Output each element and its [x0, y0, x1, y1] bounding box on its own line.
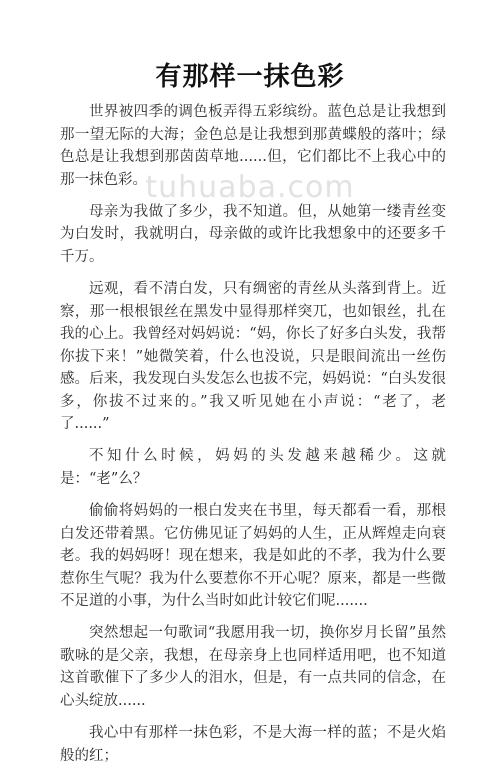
paragraph: 远观，看不清白发，只有绸密的青丝从头落到背上。近察，那一根根银丝在黑发中显得那样突兀，也如银丝，扎在我的心上。我曾经对妈妈说：“妈，你长了好多白头发，我帮你拔下来！”她微笑着，什么也没说，只是眼间流出一丝伤感。后来，我发现白头发怎么也拔不完，妈妈说：“白头发很多，你拔不过来的。”我又听见她在小声说：“老了，老了......”: [60, 281, 446, 433]
paragraph: 我心中有那样一抹色彩，不是大海一样的蓝；不是火焰般的红；: [60, 725, 446, 764]
paragraph: 不知什么时候，妈妈的头发越来越稀少。这就是：“老”么？: [60, 448, 446, 487]
paragraph: 母亲为我做了多少，我不知道。但，从她第一缕青丝变为白发时，我就明白，母亲做的或许比我想象中的还要多千千万。: [60, 203, 446, 265]
paragraph: 世界被四季的调色板弄得五彩缤纷。蓝色总是让我想到那一望无际的大海；金色总是让我想到那黄蝶般的落叶；绿色总是让我想到那茵茵草地......但，它们都比不上我心中的那一抹色彩。: [60, 104, 446, 188]
watermark: tuhuaba.com: [145, 170, 355, 205]
paragraph: 偷偷将妈妈的一根白发夹在书里，每天都看一看，那根白发还带着黑。它仿佛见证了妈妈的人生，正从辉煌走向衰老。我的妈妈呀！现在想来，我是如此的不孝，我为什么要惹你生气呢？我为什么要惹你不开心呢？原来，都是一些微不足道的小事，为什么当时如此计较它们呢.......: [60, 503, 446, 610]
document-body: [60, 101, 446, 777]
paragraph: 突然想起一句歌词“我愿用我一切，换你岁月长留”虽然歌咏的是父亲，我想，在母亲身上也同样适用吧，也不知道这首歌催下了多少人的泪水，但是，有一点共同的信念，在心头绽放......: [60, 625, 446, 709]
document-title: 有那样一抹色彩: [155, 62, 345, 92]
